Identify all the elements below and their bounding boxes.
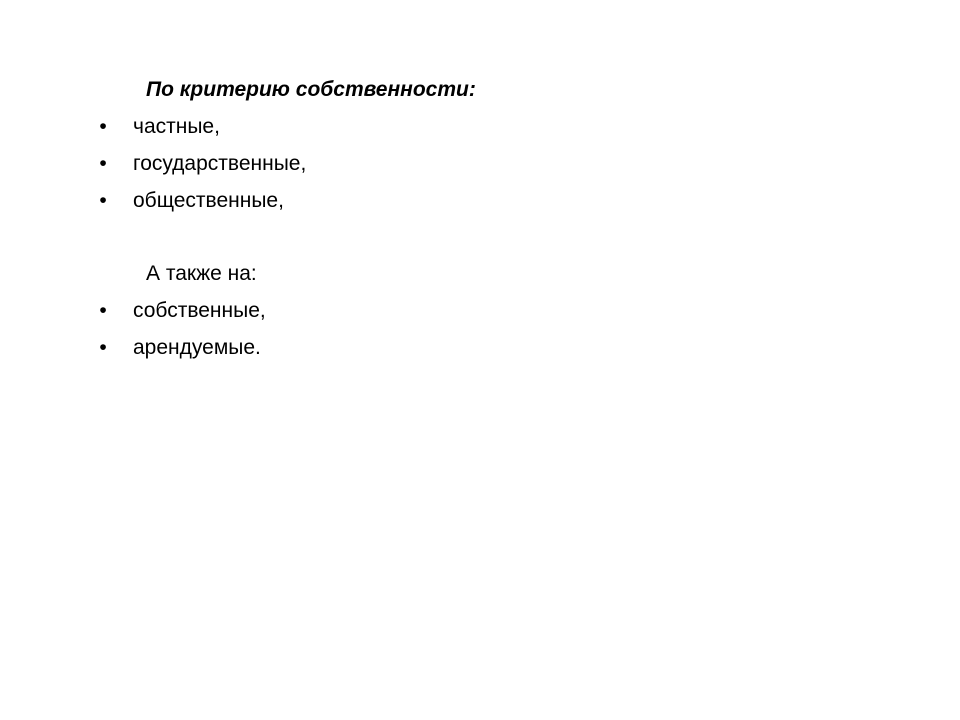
bullet-icon: • (99, 115, 107, 138)
list-item (96, 329, 876, 366)
bullet-icon: • (99, 299, 107, 322)
bullet-icon: • (99, 189, 107, 212)
ownership-list (96, 108, 876, 219)
list-item (96, 292, 876, 329)
slide-content (96, 72, 876, 366)
list-item-text: частные, (133, 115, 220, 138)
bullet-icon: • (99, 336, 107, 359)
section-heading-ownership: По критерию собственности: (146, 78, 476, 101)
list-item-text: арендуемые. (133, 336, 261, 359)
list-item-text: собственные, (133, 299, 266, 322)
section-heading-also: А также на: (146, 262, 257, 285)
spacer (96, 219, 876, 256)
also-list (96, 292, 876, 366)
list-item-text: государственные, (133, 152, 307, 175)
list-item (96, 108, 876, 145)
list-item-text: общественные, (133, 189, 284, 212)
bullet-icon: • (99, 152, 107, 175)
list-item (96, 145, 876, 182)
list-item (96, 182, 876, 219)
